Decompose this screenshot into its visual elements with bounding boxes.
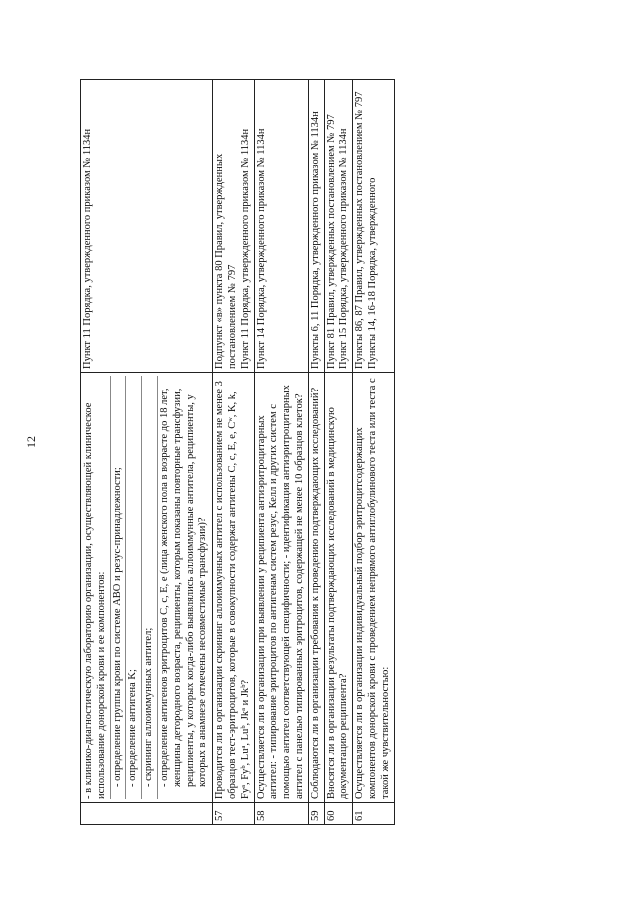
question-part: - скрининг аллоиммунных антител; bbox=[141, 376, 157, 799]
row-number: 58 bbox=[254, 803, 308, 825]
reference-line: Пункты 86, 87 Правил, утвержденных постановлением № 797 bbox=[354, 91, 366, 369]
table-row bbox=[81, 80, 213, 825]
reference-line: Пункт 14 Порядка, утвержденного приказом № 1134н bbox=[255, 128, 267, 369]
reference-line: Пункты 6, 11 Порядка, утвержденного приказом № 1134н bbox=[309, 111, 321, 369]
table-row bbox=[353, 80, 394, 825]
question-cell: Соблюдаются ли в организации требования к проведению подтверждающих исследований? bbox=[308, 373, 324, 803]
reference-cell bbox=[213, 80, 254, 373]
table-row bbox=[324, 80, 353, 825]
table-row bbox=[308, 80, 324, 825]
reference-line: Пункт 11 Порядка, утвержденного приказом № 1134н bbox=[239, 128, 251, 369]
row-number: 59 bbox=[308, 803, 324, 825]
reference-cell bbox=[324, 80, 353, 373]
page-number: 12 bbox=[24, 436, 38, 448]
reference-cell bbox=[81, 80, 213, 373]
question-part: - определение антигена K; bbox=[125, 376, 141, 799]
row-number bbox=[81, 803, 213, 825]
question-cell: Осуществляется ли в организации при выявлении у реципиента антиэритроцитарных антител: - типирование эритроцитов по антигенам систем резус, Келл и других систем с помощью антител соответствующей специфичности; - идентификация антиэритроцитарных антител с панелью типированных эритроцитов, содержащей не менее 10 образцов клеток? bbox=[254, 373, 308, 803]
reference-line: Пункт 15 Порядка, утвержденного приказом № 1134н bbox=[338, 128, 350, 369]
reference-cell bbox=[308, 80, 324, 373]
question-cell: Вносятся ли в организации результаты подтверждающих исследований в медицинскую документацию реципиента? bbox=[324, 373, 353, 803]
table-row bbox=[254, 80, 308, 825]
rotated-table-wrapper bbox=[80, 80, 610, 825]
question-cell: Проводится ли в организации скрининг аллоиммунных антител с использованием не менее 3 образцов тест-эритроцитов, которые в совокупности содержат антигены C, c, E, e, Cʷ, K, k, Fyᵃ, Fyᵇ, Luᵃ, Luᵇ, Jkᵃ и Jkᵇ? bbox=[213, 373, 254, 803]
row-number: 57 bbox=[213, 803, 254, 825]
reference-line: Пункт 81 Правил, утвержденных постановлением № 797 bbox=[325, 114, 337, 369]
row-number: 60 bbox=[324, 803, 353, 825]
reference-line: Подпункт «в» пункта 80 Правил, утвержденных постановлением № 797 bbox=[214, 153, 238, 369]
checklist-table bbox=[80, 79, 395, 825]
reference-line: Пункты 14, 16-18 Порядка, утвержденного bbox=[366, 177, 378, 369]
row-number: 61 bbox=[353, 803, 394, 825]
question-part: - определение группы крови по системе ABO и резус-принадлежности; bbox=[110, 376, 126, 799]
reference-cell bbox=[254, 80, 308, 373]
question-cell bbox=[81, 373, 213, 803]
table-row bbox=[213, 80, 254, 825]
reference-line: Пункт 11 Порядка, утвержденного приказом № 1134н bbox=[82, 128, 93, 369]
question-cell: Осуществляется ли в организации индивидуальный подбор эритроцитсодержащих компонентов донорской крови с проведением непрямого антиглобулинового теста или теста с такой же чувствительностью: bbox=[353, 373, 394, 803]
question-part: - определение антигенов эритроцитов C, c, E, e (лица женского пола в возрасте до 18 лет, женщины детородного возраста, реципиенты, которым показаны повторные трансфузии, реципиенты, у которых когда-либо выявлялись аллоиммунные антитела, реципиенты, у которых в анамнезе отмечены несовместимые трансфузии)? bbox=[157, 376, 211, 799]
question-part: - в клинико-диагностическую лабораторию организации, осуществляющей клиническое использование донорской крови и ее компонентов: bbox=[83, 402, 107, 799]
reference-cell bbox=[353, 80, 394, 373]
